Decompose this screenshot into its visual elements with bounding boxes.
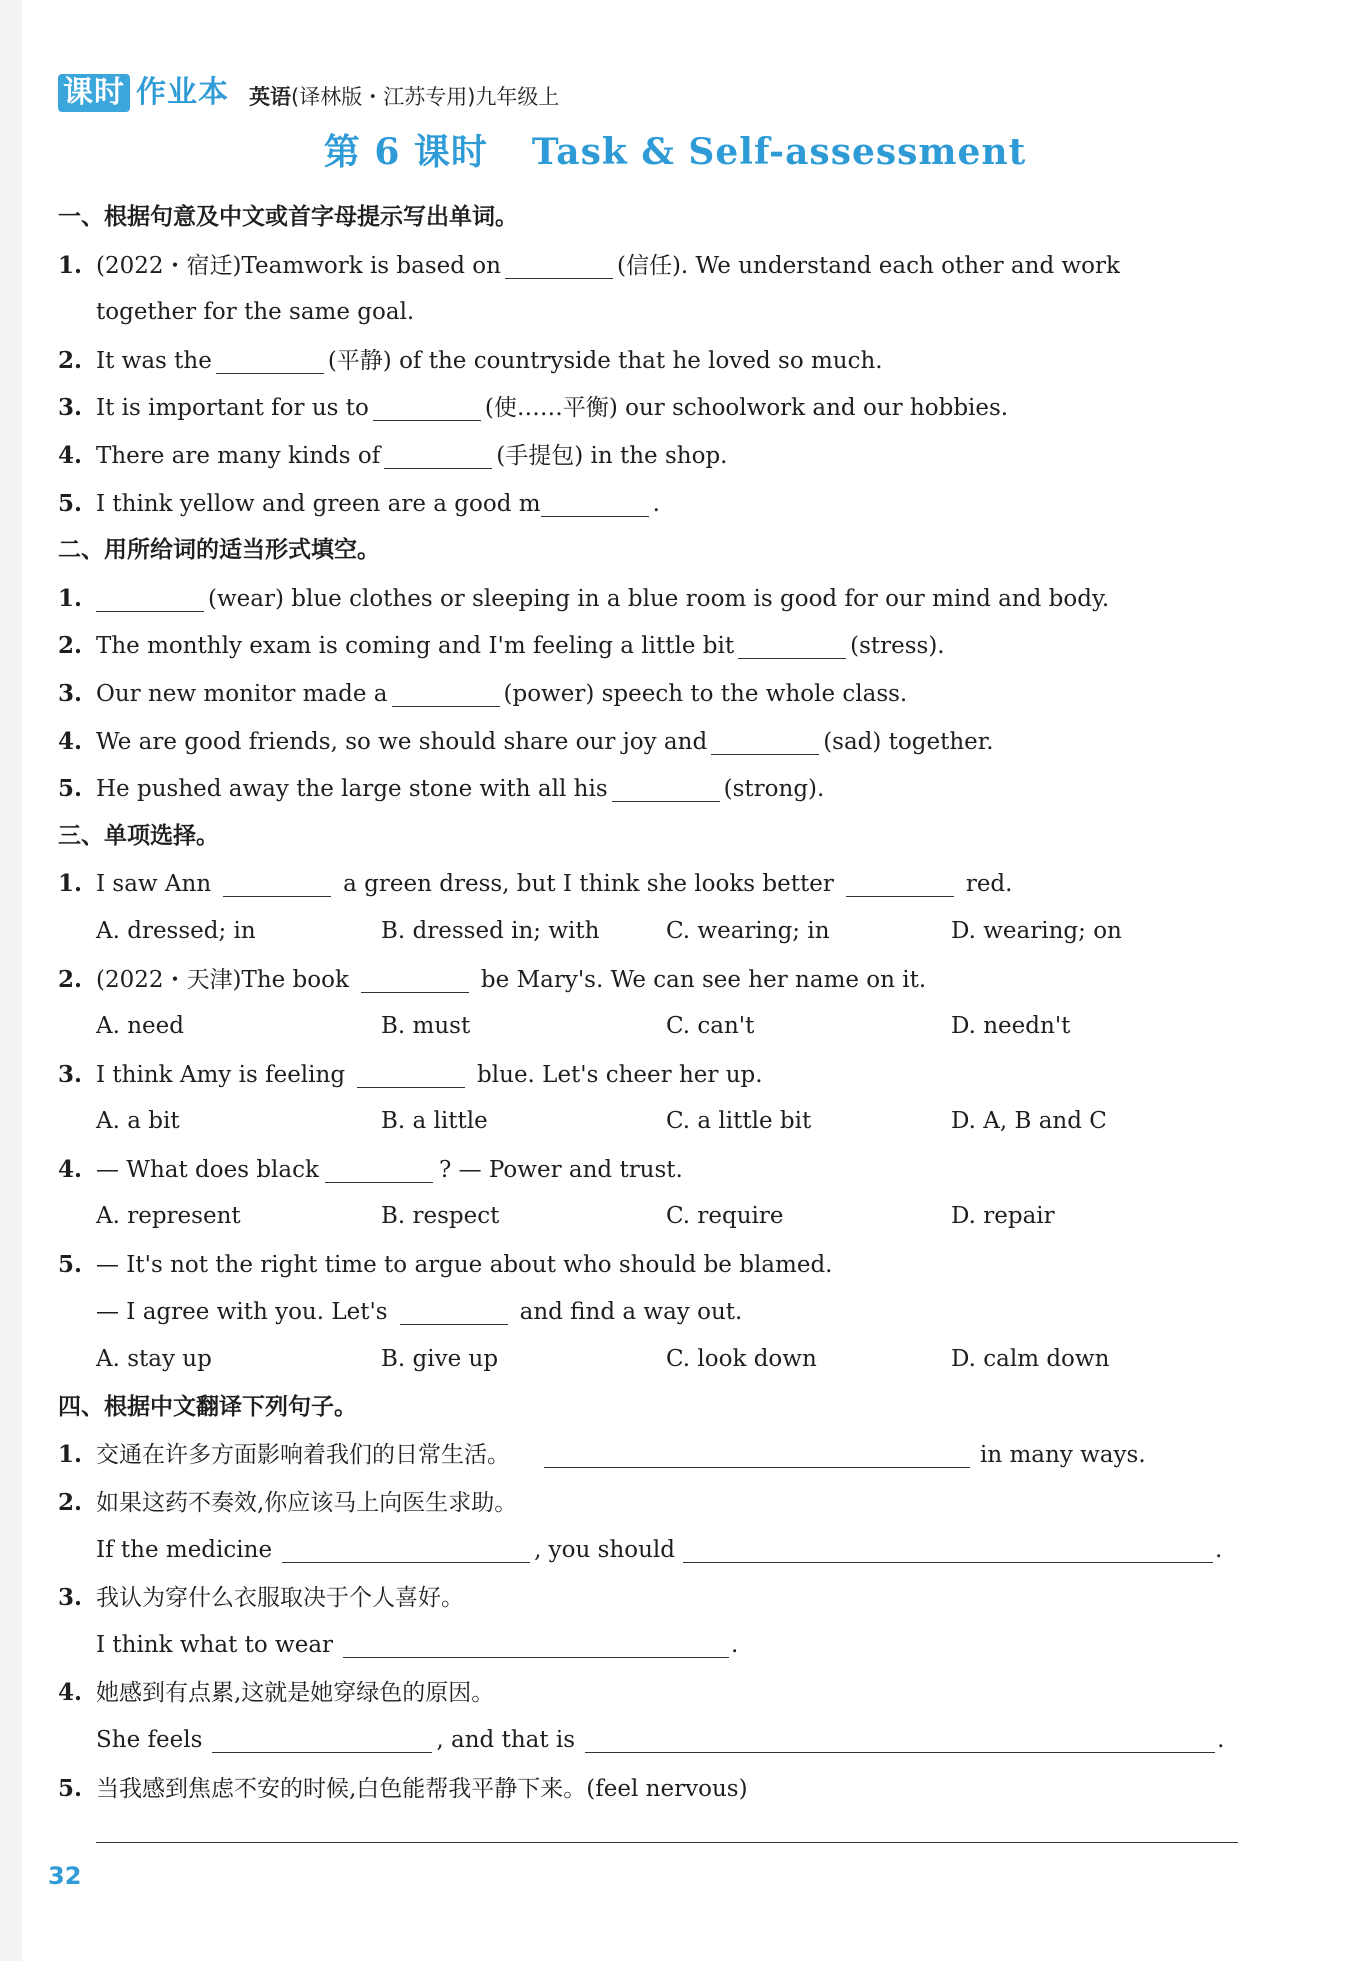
book-info	[249, 82, 559, 112]
s2-question-5	[58, 765, 1258, 813]
option-b[interactable]: B. a little	[381, 1108, 488, 1135]
option-a[interactable]: A. dressed; in	[96, 917, 256, 944]
answer-blank[interactable]	[343, 1627, 729, 1658]
question-number: 4.	[58, 1155, 83, 1183]
question-text: , you should	[534, 1536, 676, 1563]
question-text: , and that is	[436, 1727, 576, 1753]
question-number: 3.	[58, 1584, 83, 1612]
s4-question-5	[58, 1765, 1258, 1813]
option-d[interactable]: D. calm down	[951, 1346, 1110, 1373]
question-text: (strong).	[723, 776, 825, 803]
s3-question-5-cont	[58, 1289, 1258, 1337]
s2-question-1	[58, 575, 1258, 623]
s3-q3-options	[58, 1098, 1258, 1146]
book-header	[58, 68, 559, 112]
question-number: 5.	[58, 775, 83, 803]
answer-blank[interactable]	[212, 1722, 432, 1753]
answer-line[interactable]	[96, 1812, 1238, 1843]
chinese-sentence: 我认为穿什么衣服取决于个人喜好。	[96, 1585, 464, 1612]
question-text: I think yellow and green are a good m	[96, 490, 541, 517]
question-text: It was the	[96, 347, 212, 374]
option-a[interactable]: A. a bit	[96, 1108, 180, 1135]
question-number: 4.	[58, 441, 83, 469]
question-text: I saw Ann	[96, 871, 212, 898]
answer-blank[interactable]	[505, 248, 613, 279]
s2-question-4	[58, 718, 1258, 766]
answer-blank[interactable]	[544, 1437, 970, 1468]
chinese-sentence: 交通在许多方面影响着我们的日常生活。	[96, 1442, 510, 1469]
option-c[interactable]: C. can't	[666, 1013, 755, 1040]
logo-text: 作业本	[136, 75, 229, 110]
question-number: 4.	[58, 727, 83, 755]
question-number: 5.	[58, 489, 83, 517]
answer-blank[interactable]	[384, 438, 492, 469]
s4-question-4-cont	[58, 1717, 1258, 1765]
section-4-heading: 四、根据中文翻译下列句子。	[58, 1393, 357, 1420]
question-number: 3.	[58, 394, 83, 422]
question-number: 3.	[58, 1060, 83, 1088]
s3-question-2	[58, 956, 1258, 1004]
s1-question-3	[58, 384, 1258, 432]
option-d[interactable]: D. needn't	[951, 1013, 1071, 1040]
question-text: She feels	[96, 1727, 203, 1753]
s3-q1-options	[58, 908, 1258, 956]
option-b[interactable]: B. respect	[381, 1203, 500, 1230]
answer-blank[interactable]	[683, 1532, 1213, 1563]
question-text: in many ways.	[980, 1442, 1146, 1469]
question-text: (power) speech to the whole class.	[503, 680, 908, 707]
question-text: .	[1217, 1727, 1225, 1753]
answer-blank[interactable]	[541, 486, 649, 517]
question-number: 2.	[58, 346, 83, 374]
question-number: 1.	[58, 584, 83, 612]
question-text: I think Amy is feeling	[96, 1061, 346, 1088]
question-text: and find a way out.	[519, 1298, 743, 1325]
question-text: (sad) together.	[823, 728, 994, 755]
question-text: (平静) of the countryside that he loved so much.	[327, 347, 883, 374]
question-number: 2.	[58, 632, 83, 660]
option-c[interactable]: C. look down	[666, 1346, 817, 1373]
option-a[interactable]: A. represent	[96, 1203, 241, 1230]
question-number: 1.	[58, 251, 83, 279]
option-d[interactable]: D. repair	[951, 1203, 1055, 1230]
option-c[interactable]: C. a little bit	[666, 1108, 812, 1135]
question-number: 2.	[58, 1489, 83, 1517]
chinese-sentence: 当我感到焦虑不安的时候,白色能帮我平静下来。(feel nervous)	[96, 1775, 748, 1802]
answer-blank[interactable]	[325, 1152, 433, 1183]
s4-question-1	[58, 1431, 1258, 1479]
lesson-number: 第 6 课时	[323, 131, 488, 173]
s4-question-3	[58, 1574, 1258, 1622]
option-b[interactable]: B. dressed in; with	[381, 917, 600, 944]
exercise-content	[58, 194, 1258, 1860]
question-number: 5.	[58, 1251, 83, 1279]
s4-question-4	[58, 1669, 1258, 1717]
answer-blank[interactable]	[223, 866, 331, 897]
s4-question-5-answer	[58, 1812, 1258, 1860]
question-text: — What does black	[96, 1156, 319, 1183]
question-text: .	[1215, 1536, 1223, 1563]
answer-blank[interactable]	[400, 1294, 508, 1325]
question-text: red.	[965, 871, 1013, 898]
question-text: (2022・宿迁)Teamwork is based on	[96, 252, 501, 279]
option-d[interactable]: D. wearing; on	[951, 917, 1122, 944]
s4-question-3-cont	[58, 1622, 1258, 1670]
question-number: 5.	[58, 1774, 83, 1802]
answer-blank[interactable]	[282, 1532, 530, 1563]
section-2-heading: 二、用所给词的适当形式填空。	[58, 537, 380, 564]
question-number: 3.	[58, 679, 83, 707]
question-text: (stress).	[850, 633, 945, 660]
question-text: .	[731, 1631, 739, 1658]
question-text: ? — Power and trust.	[438, 1156, 683, 1183]
question-text: There are many kinds of	[96, 442, 381, 469]
option-a[interactable]: A. need	[96, 1013, 184, 1040]
s2-question-2	[58, 622, 1258, 670]
question-number: 2.	[58, 965, 83, 993]
s1-question-1-cont	[58, 289, 1258, 337]
question-text: We are good friends, so we should share our joy and	[96, 728, 708, 755]
s1-question-2	[58, 337, 1258, 385]
option-d[interactable]: D. A, B and C	[951, 1108, 1107, 1135]
question-text: (信任). We understand each other and work	[616, 252, 1120, 279]
s1-question-1	[58, 242, 1258, 290]
question-number: 1.	[58, 870, 83, 898]
section-1-heading: 一、根据句意及中文或首字母提示写出单词。	[58, 204, 518, 230]
answer-blank[interactable]	[846, 866, 954, 897]
question-number: 1.	[58, 1441, 83, 1469]
s1-question-5	[58, 480, 1258, 528]
s3-question-4	[58, 1146, 1258, 1194]
series-logo	[58, 74, 229, 112]
question-text: blue. Let's cheer her up.	[477, 1061, 763, 1088]
answer-blank[interactable]	[392, 676, 500, 707]
answer-blank[interactable]	[357, 1057, 465, 1088]
option-c[interactable]: C. wearing; in	[666, 917, 830, 944]
s3-q2-options	[58, 1003, 1258, 1051]
question-text: (手提包) in the shop.	[496, 442, 728, 469]
question-text: be Mary's. We can see her name on it.	[480, 966, 927, 993]
question-text: — I agree with you. Let's	[96, 1298, 388, 1325]
question-text: (使……平衡) our schoolwork and our hobbies.	[484, 395, 1009, 422]
question-number: 4.	[58, 1679, 83, 1707]
question-text: If the medicine	[96, 1536, 273, 1563]
option-b[interactable]: B. must	[381, 1013, 471, 1040]
question-text: Our new monitor made a	[96, 680, 388, 707]
answer-blank[interactable]	[738, 628, 846, 659]
question-text: He pushed away the large stone with all his	[96, 776, 608, 803]
chinese-sentence: 如果这药不奏效,你应该马上向医生求助。	[96, 1490, 518, 1517]
subject-label: 英语	[249, 85, 291, 109]
option-a[interactable]: A. stay up	[96, 1346, 212, 1373]
page-number: 32	[48, 1862, 82, 1890]
answer-blank[interactable]	[216, 343, 324, 374]
edition-label: (译林版・江苏专用)九年级上	[291, 85, 560, 109]
logo-box-text: 课时	[58, 74, 130, 112]
page-edge-shadow	[0, 0, 22, 1961]
answer-blank[interactable]	[711, 724, 819, 755]
section-3-heading: 三、单项选择。	[58, 822, 219, 849]
answer-blank[interactable]	[361, 962, 469, 993]
question-text: — It's not the right time to argue about who should be blamed.	[96, 1252, 833, 1279]
chinese-sentence: 她感到有点累,这就是她穿绿色的原因。	[96, 1680, 495, 1707]
answer-blank[interactable]	[612, 771, 720, 802]
question-text: I think what to wear	[96, 1631, 334, 1658]
s3-q4-options	[58, 1193, 1258, 1241]
question-text: .	[652, 490, 660, 517]
s3-q5-options	[58, 1336, 1258, 1384]
s3-question-3	[58, 1051, 1258, 1099]
question-text: (2022・天津)The book	[96, 966, 349, 993]
s3-question-5	[58, 1241, 1258, 1289]
option-c[interactable]: C. require	[666, 1203, 784, 1230]
answer-blank[interactable]	[585, 1722, 1215, 1753]
answer-blank[interactable]	[373, 390, 481, 421]
question-text: (wear) blue clothes or sleeping in a blue room is good for our mind and body.	[208, 585, 1110, 612]
option-b[interactable]: B. give up	[381, 1346, 499, 1373]
s4-question-2	[58, 1479, 1258, 1527]
s3-question-1	[58, 860, 1258, 908]
s2-question-3	[58, 670, 1258, 718]
question-text: It is important for us to	[96, 395, 369, 422]
answer-blank[interactable]	[96, 581, 204, 612]
question-text: The monthly exam is coming and I'm feeling a little bit	[96, 633, 735, 660]
lesson-topic: Task & Self-assessment	[531, 131, 1027, 173]
s4-question-2-cont	[58, 1527, 1258, 1575]
question-text: a green dress, but I think she looks better	[343, 871, 834, 898]
s1-question-4	[58, 432, 1258, 480]
question-text: together for the same goal.	[96, 299, 415, 326]
page-title	[0, 126, 1350, 178]
